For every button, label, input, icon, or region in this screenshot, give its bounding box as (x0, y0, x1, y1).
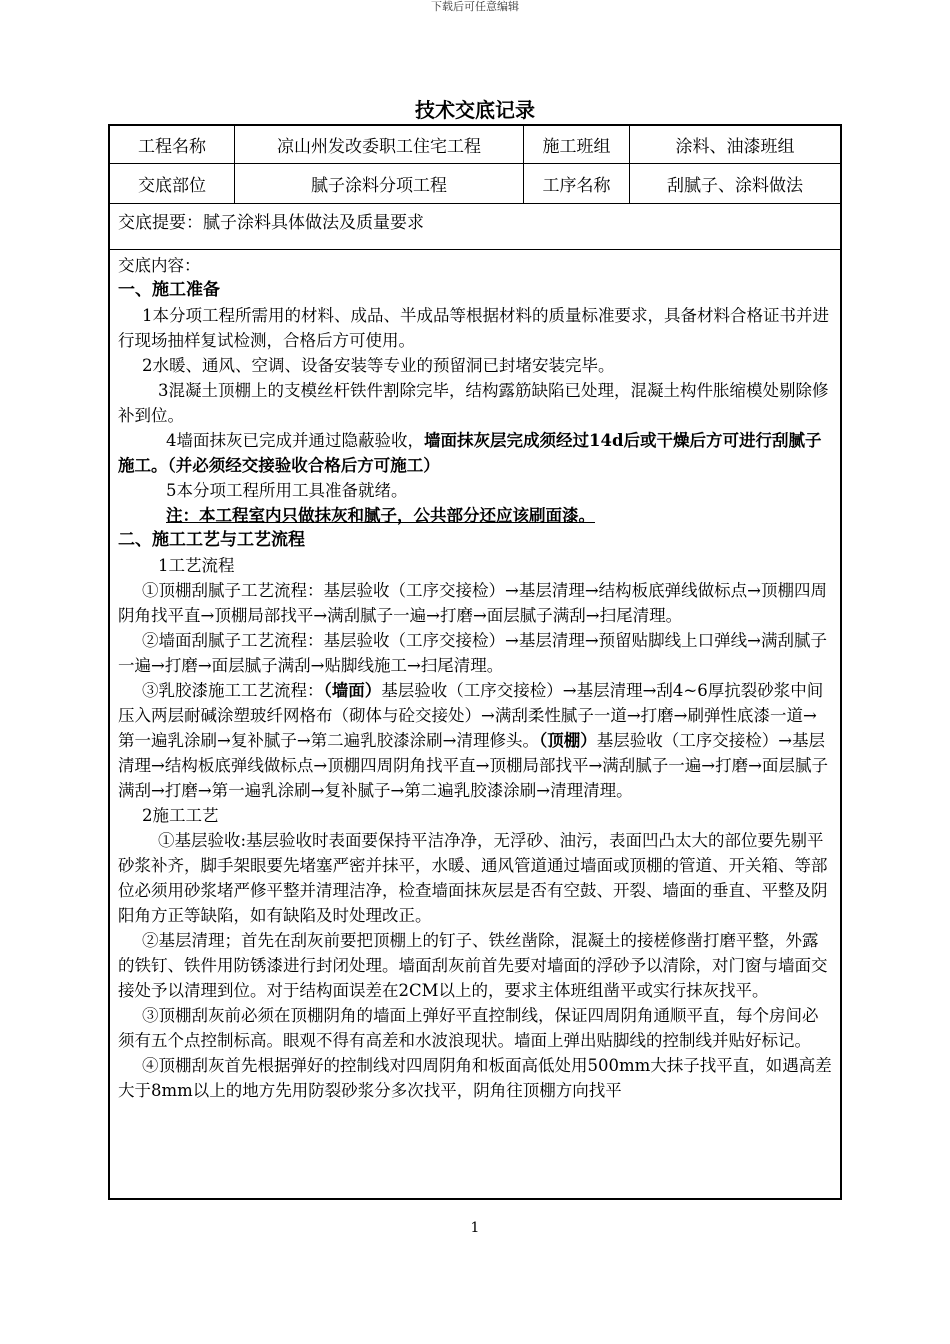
prep-item-4-text: 4墙面抹灰已完成并通过隐蔽验收， (166, 431, 424, 450)
flow-latex-wall-steps: 基层验收（工序交接检）→基层清理→刮4~6厚抗裂砂浆中间压入两层耐碱涂塑玻纤网格布（砌体与砼交接处）→满刮柔性腻子一道→打磨→刷弹性底漆一道→第一遍乳涂刷→复补腻子→第二遍乳胶漆涂刷→清理修头。 (118, 681, 824, 750)
flow-latex-lead: ③乳胶漆施工工艺流程： (142, 681, 324, 700)
construction-item-1: ①基层验收:基层验收时表面要保持平洁净净，无浮砂、油污，表面凹凸太大的部位要先剔平砂浆补齐，脚手架眼要先堵塞严密并抹平，水暖、通风管道通过墙面或顶棚的管道、开关箱、等部位必须用砂浆堵严修平整并清理洁净，检查墙面抹灰层是否有空鼓、开裂、墙面的垂直、平整及阴阳角方正等缺陷，如有缺陷及时处理改正。 (118, 831, 828, 925)
flow-latex (118, 678, 832, 803)
section-2-title: 二、施工工艺与工艺流程 (118, 530, 305, 550)
page-number: 1 (470, 1220, 480, 1236)
part-value: 腻子涂料分项工程 (235, 164, 524, 203)
flow-latex-wall-tag: （墙面） (323, 681, 382, 700)
project-note: 注：本工程室内只做抹灰和腻子，公共部分还应该刷面漆。 (166, 506, 595, 525)
process-label: 工序名称 (524, 164, 630, 203)
table-row (110, 164, 840, 204)
subsection-process-flow: 1工艺流程 (158, 556, 235, 575)
team-value: 涂料、油漆班组 (675, 137, 795, 157)
header-note: 下载后可任意编辑 (431, 0, 519, 13)
summary-row: 交底提要：腻子涂料具体做法及质量要求 (110, 204, 840, 250)
content-intro: 交底内容： (118, 256, 201, 275)
prep-item-2: 2水暖、通风、空调、设备安装等专业的预留洞已封堵安装完毕。 (142, 356, 615, 375)
prep-item-3: 3混凝土顶棚上的支模丝杆铁件割除完毕，结构露筋缺陷已处理，混凝土构件胀缩模处剔除修补到位。 (118, 381, 829, 425)
project-name-value: 凉山州发改委职工住宅工程 (235, 126, 524, 163)
table-row (110, 126, 840, 164)
flow-latex-ceiling-steps: 基层验收（工序交接检）→基层清理→结构板底弹线做标点→顶棚四周阴角找平直→顶棚局部找平→满刮腻子一遍→打磨→面层腻子满刮→打磨→第一遍乳涂刷→复补腻子→第二遍乳胶漆涂刷→清理清理。 (118, 731, 828, 800)
construction-item-3: ③顶棚刮灰前必须在顶棚阴角的墙面上弹好平直控制线，保证四周阴角通顺平直，每个房间必须有五个点控制标高。眼观不得有高差和水波浪现状。墙面上弹出贴脚线的控制线并贴好标记。 (118, 1006, 819, 1050)
construction-item-2: ②基层清理；首先在刮灰前要把顶棚上的钉子、铁丝凿除，混凝土的接槎修凿打磨平整，外露的铁钉、铁件用防锈漆进行封闭处理。墙面刮灰前首先要对墙面的浮砂予以清除，对门窗与墙面交接处予以清理到位。对于结构面误差在2CM以上的，要求主体班组凿平或实行抹灰找平。 (118, 931, 828, 1000)
section-1-title: 一、施工准备 (118, 280, 220, 300)
prep-item-4-emphasis: 墙面抹灰层完成须经过14d后或干燥后方可进行刮腻子施工。（并必须经交接验收合格后方可施工） (118, 431, 822, 475)
team-label: 施工班组 (524, 126, 630, 163)
project-name-label: 工程名称 (110, 126, 235, 163)
document-title: 技术交底记录 (415, 98, 535, 122)
part-label: 交底部位 (110, 164, 235, 203)
disclosure-content (110, 250, 840, 1198)
flow-wall: ②墙面刮腻子工艺流程：基层验收（工序交接检）→基层清理→预留贴脚线上口弹线→满刮腻子一遍→打磨→面层腻子满刮→贴脚线施工→扫尾清理。 (118, 631, 827, 675)
flow-ceiling: ①顶棚刮腻子工艺流程：基层验收（工序交接检）→基层清理→结构板底弹线做标点→顶棚四周阴角找平直→顶棚局部找平→满刮腻子一遍→打磨→面层腻子满刮→扫尾清理。 (118, 581, 827, 625)
flow-latex-ceiling-tag: （顶棚） (538, 731, 597, 750)
construction-item-4: ④顶棚刮灰首先根据弹好的控制线对四周阴角和板面高低处用500mm大抹子找平直，如遇高差大于8mm以上的地方先用防裂砂浆分多次找平，阴角往顶棚方向找平 (118, 1056, 832, 1100)
subsection-construction: 2施工工艺 (142, 806, 219, 825)
disclosure-table (108, 124, 842, 1200)
prep-item-4 (118, 428, 832, 478)
prep-item-5: 5本分项工程所用工具准备就绪。 (166, 481, 408, 500)
process-value: 刮腻子、涂料做法 (667, 176, 803, 196)
prep-item-1: 1本分项工程所需用的材料、成品、半成品等根据材料的质量标准要求，具备材料合格证书并进行现场抽样复试检测，合格后方可使用。 (118, 306, 829, 350)
